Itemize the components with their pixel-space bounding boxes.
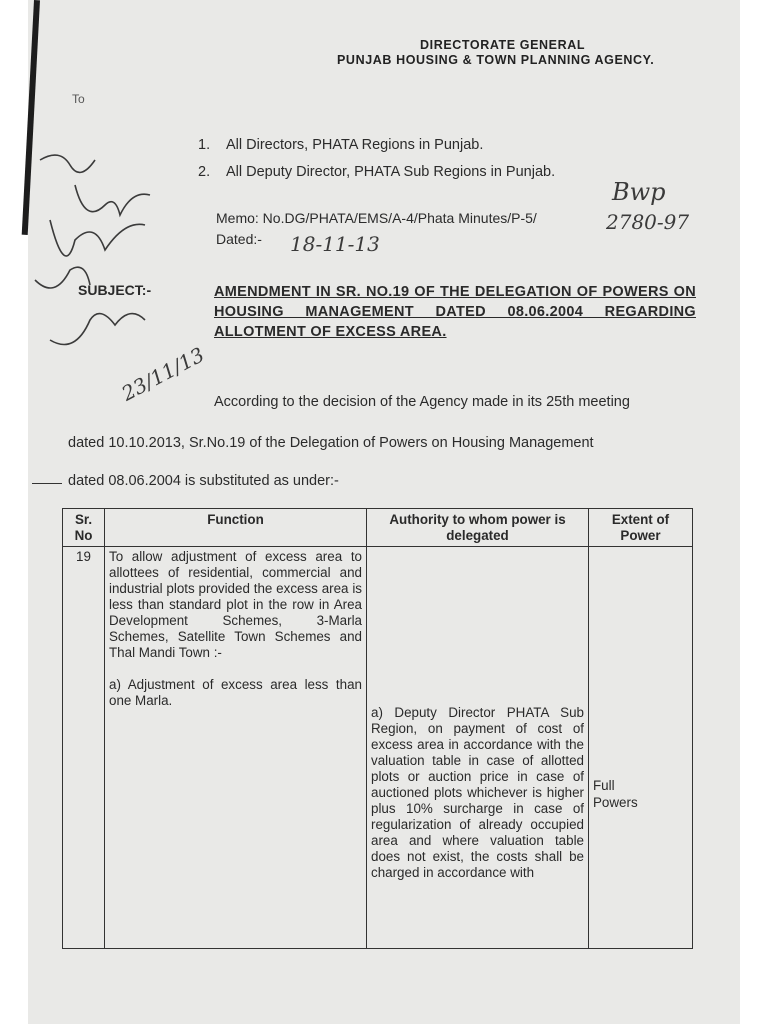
handwritten-date: 18-11-13 — [290, 232, 380, 256]
table-row — [63, 547, 693, 949]
recipient-2 — [198, 164, 555, 180]
recipient-number: 2. — [198, 164, 211, 180]
to-label: To — [72, 92, 85, 106]
delegation-table — [62, 508, 693, 949]
cell-function — [105, 547, 367, 949]
handwritten-region: Bwp — [612, 178, 666, 206]
subject-text: AMENDMENT IN SR. NO.19 OF THE DELEGATION OF POWERS ON HOUSING MANAGEMENT DATED 08.06.2004 REGARDING ALLOTMENT OF EXCESS AREA. — [214, 284, 696, 340]
body-line-2: dated 10.10.2013, Sr.No.19 of the Delegation of Powers on Housing Management — [68, 435, 594, 451]
cell-authority — [367, 547, 589, 949]
recipient-number: 1. — [198, 137, 211, 153]
header-line-2: PUNJAB HOUSING & TOWN PLANNING AGENCY. — [337, 53, 655, 67]
body-line-1: According to the decision of the Agency made in its 25th meeting — [214, 394, 630, 410]
margin-dash — [32, 483, 62, 484]
header-authority: Authority to whom power is delegated — [367, 509, 589, 547]
memo-number: Memo: No.DG/PHATA/EMS/A-4/Phata Minutes/P-5/ — [216, 210, 537, 226]
authority-text: a) Deputy Director PHATA Sub Region, on payment of cost of excess area in accordance with the valuation table in case of allotted plots or auction price in case of auctioned plots whichever is higher plus 10% surcharge in case of regularization of already occupied area and where valuation table does not exist, the costs shall be charged in accordance with — [371, 705, 584, 880]
recipient-text: All Directors, PHATA Regions in Punjab. — [226, 137, 484, 153]
handwritten-margin-date: 23/11/13 — [117, 342, 209, 406]
table-header-row — [63, 509, 693, 547]
dated-label: Dated:- — [216, 231, 262, 247]
header-line-1: DIRECTORATE GENERAL — [420, 38, 586, 52]
function-intro: To allow adjustment of excess area to allottees of residential, commercial and industrial plots provided the excess area is less than standard plot in the row in Area Development Schemes, 3-Marla Schemes, Satellite Town Schemes and Thal Mandi Town :- — [109, 549, 362, 660]
header-function: Function — [105, 509, 367, 547]
header-extent: Extent of Power — [589, 509, 693, 547]
function-item-a: a) Adjustment of excess area less than one Marla. — [109, 677, 362, 708]
header-sr-no: Sr. No — [63, 509, 105, 547]
recipient-1 — [198, 137, 483, 153]
cell-sr-no: 19 — [63, 547, 105, 949]
subject-label: SUBJECT:- — [78, 282, 152, 298]
body-line-3: dated 08.06.2004 is substituted as under:- — [68, 473, 339, 489]
recipient-text: All Deputy Director, PHATA Sub Regions in Punjab. — [226, 164, 556, 180]
handwritten-memo-number: 2780-97 — [606, 210, 690, 234]
extent-text: Full Powers — [593, 778, 638, 810]
cell-extent — [589, 547, 693, 949]
